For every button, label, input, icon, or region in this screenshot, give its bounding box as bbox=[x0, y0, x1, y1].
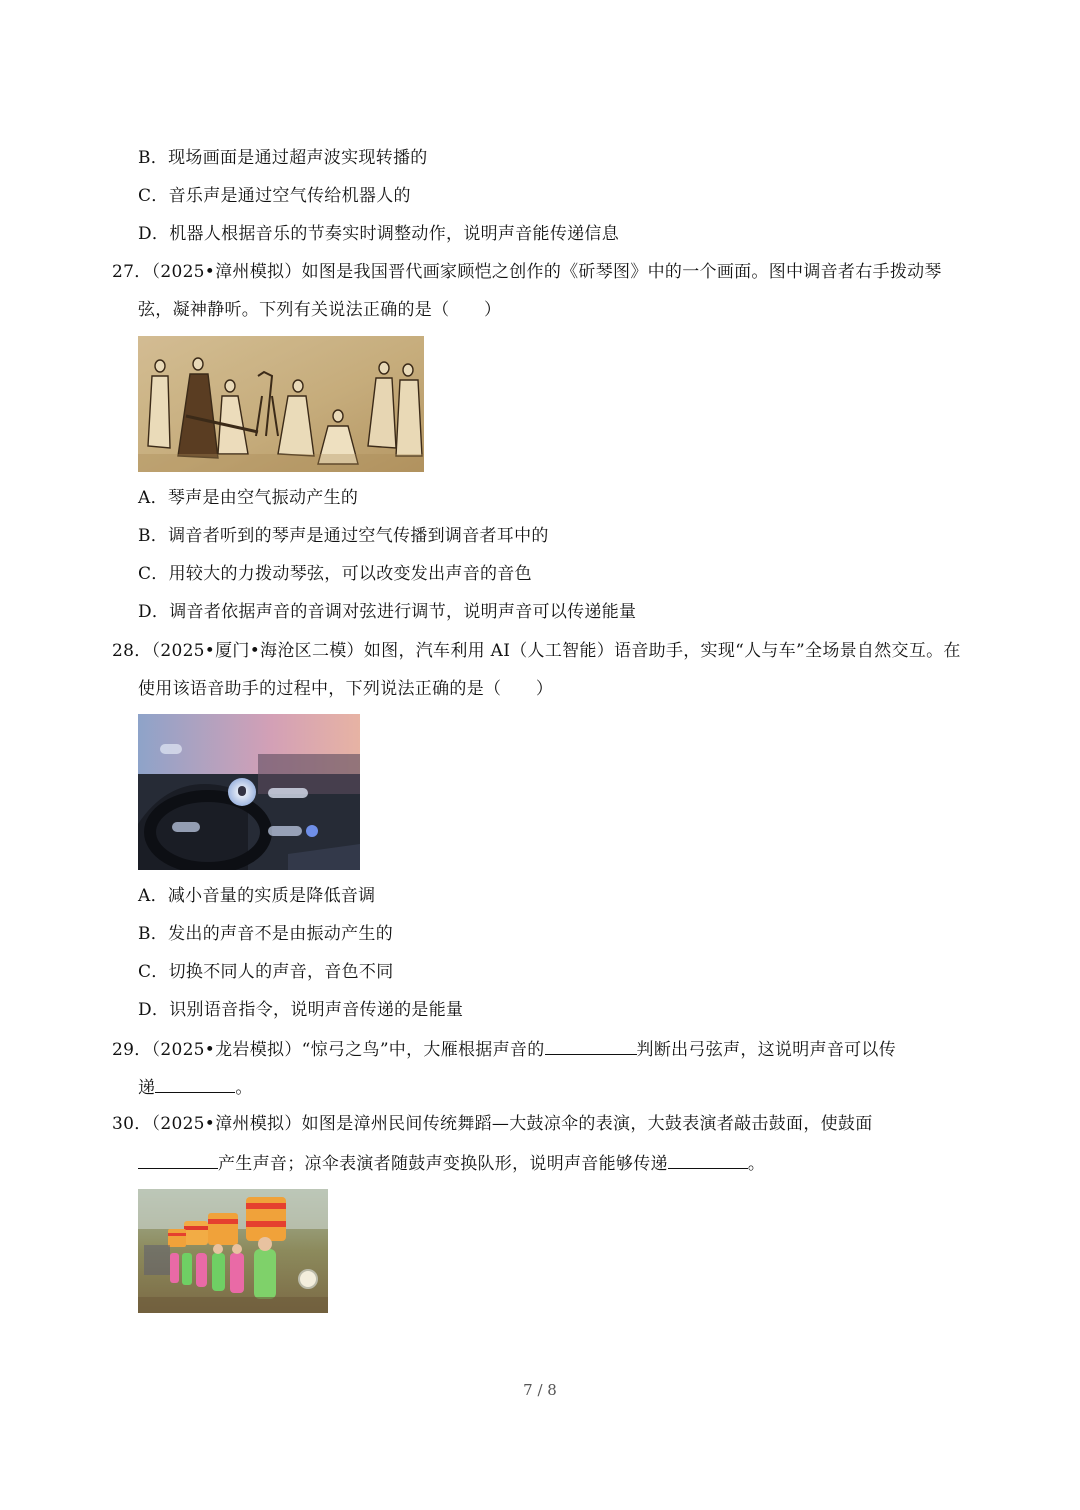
q28-option-a: A．减小音量的实质是降低音调 bbox=[138, 886, 376, 906]
q29-text-part4: 。 bbox=[235, 1078, 253, 1098]
q26-option-d: D．机器人根据音乐的节奏实时调整动作，说明声音能传递信息 bbox=[138, 224, 620, 244]
q28-option-b: B．发出的声音不是由振动产生的 bbox=[138, 924, 393, 944]
q29-text-part1: 29．（2025•龙岩模拟）“惊弓之鸟”中，大雁根据声音的 bbox=[112, 1040, 545, 1060]
q27-stem-line1: 27．（2025•漳州模拟）如图是我国晋代画家顾恺之创作的《斫琴图》中的一个画面。图中调音者右手拨动琴 bbox=[112, 262, 942, 282]
q30-stem-line1: 30．（2025•漳州模拟）如图是漳州民间传统舞蹈—大鼓凉伞的表演，大鼓表演者敲击鼓面，使鼓面 bbox=[112, 1114, 873, 1134]
q27-stem-line2: 弦，凝神静听。下列有关说法正确的是（ ） bbox=[138, 300, 502, 320]
page-number: 7 / 8 bbox=[523, 1381, 557, 1399]
q30-drum-umbrella-dance-image bbox=[138, 1189, 328, 1313]
q27-painting-image bbox=[138, 336, 424, 472]
q29-text-part3: 递 bbox=[138, 1078, 156, 1098]
q28-option-c: C．切换不同人的声音，音色不同 bbox=[138, 962, 394, 982]
q27-option-c: C．用较大的力拨动琴弦，可以改变发出声音的音色 bbox=[138, 564, 532, 584]
q26-option-b: B．现场画面是通过超声波实现转播的 bbox=[138, 148, 428, 168]
q30-stem-line2 bbox=[138, 1150, 765, 1176]
q27-option-d: D．调音者依据声音的音调对弦进行调节，说明声音可以传递能量 bbox=[138, 602, 637, 622]
q28-option-d: D．识别语音指令，说明声音传递的是能量 bbox=[138, 1000, 464, 1020]
q28-stem-line2: 使用该语音助手的过程中，下列说法正确的是（ ） bbox=[138, 679, 554, 699]
q29-blank-1[interactable] bbox=[545, 1036, 637, 1055]
q29-text-part2: 判断出弓弦声，这说明声音可以传 bbox=[636, 1040, 897, 1060]
q28-car-voice-assistant-image bbox=[138, 714, 360, 870]
q27-option-b: B．调音者听到的琴声是通过空气传播到调音者耳中的 bbox=[138, 526, 549, 546]
q27-option-a: A．琴声是由空气振动产生的 bbox=[138, 488, 359, 508]
q29-blank-2[interactable] bbox=[155, 1074, 235, 1093]
q26-option-c: C．音乐声是通过空气传给机器人的 bbox=[138, 186, 411, 206]
q29-stem-line2 bbox=[138, 1074, 253, 1100]
q29-stem-line1 bbox=[112, 1036, 896, 1062]
q30-text-part3: 。 bbox=[747, 1154, 766, 1174]
q30-blank-2[interactable] bbox=[668, 1150, 748, 1169]
q28-stem-line1: 28．（2025•厦门•海沧区二模）如图，汽车利用 AI（人工智能）语音助手，实现“人与车”全场景自然交互。在 bbox=[112, 641, 961, 661]
q30-text-part2: 产生声音；凉伞表演者随鼓声变换队形，说明声音能够传递 bbox=[218, 1154, 668, 1174]
q30-blank-1[interactable] bbox=[138, 1150, 218, 1169]
